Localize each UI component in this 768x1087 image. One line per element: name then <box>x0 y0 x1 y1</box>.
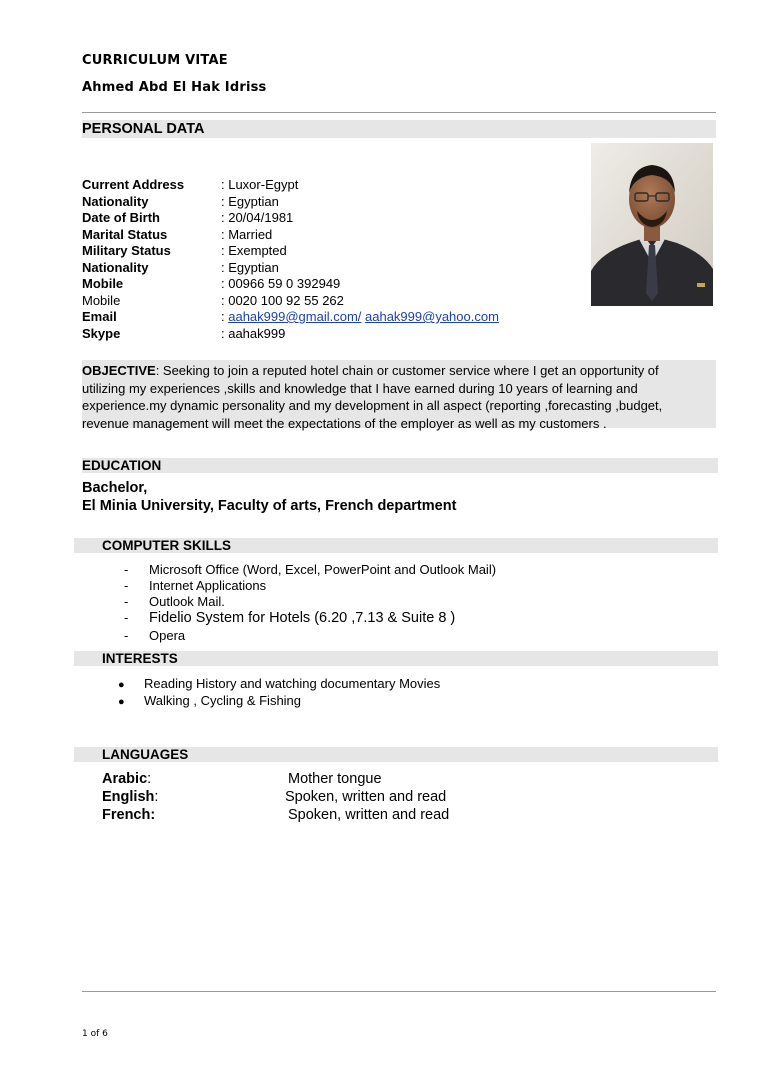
profile-photo <box>591 143 713 306</box>
personal-label: Mobile <box>82 276 124 291</box>
personal-label: Nationality <box>82 259 149 275</box>
personal-row <box>82 326 562 343</box>
language-row <box>102 806 522 824</box>
list-item: - Outlook Mail. <box>124 594 225 609</box>
dash-marker: - <box>124 562 129 577</box>
email-link-yahoo[interactable]: aahak999@yahoo.com <box>365 309 499 324</box>
personal-value: : aahak999 <box>221 325 286 341</box>
language-name: Arabic: <box>102 771 152 787</box>
personal-label: Nationality <box>82 193 149 209</box>
personal-row <box>82 227 562 244</box>
personal-row <box>82 194 562 211</box>
page-number: 1 of 6 <box>82 1029 108 1039</box>
education-heading: EDUCATION <box>82 458 162 473</box>
personal-row <box>82 243 562 260</box>
language-level: Spoken, written and read <box>285 789 447 805</box>
education-band <box>82 458 718 473</box>
bullet-marker: ● <box>118 696 125 708</box>
objective-line: revenue management will meet the expectations of the employer as well as my customers . <box>82 415 607 431</box>
objective-line: experience.my dynamic personality and my development in all aspect (reporting ,forecasting ,budget, <box>82 398 663 413</box>
language-level: Spoken, written and read <box>288 807 450 823</box>
dash-marker: - <box>124 594 129 609</box>
personal-label: Marital Status <box>82 226 168 242</box>
personal-label: Date of Birth <box>82 210 160 225</box>
candidate-name: Ahmed Abd El Hak Idriss <box>82 80 267 95</box>
personal-row <box>82 260 562 277</box>
email-link-gmail[interactable]: aahak999@gmail.com/ <box>228 309 362 324</box>
personal-row <box>82 276 562 293</box>
computer-skills-heading: COMPUTER SKILLS <box>102 538 232 553</box>
personal-label: Email <box>82 309 117 324</box>
list-item: ● Reading History and watching documentary Movies <box>118 676 441 691</box>
personal-value: : 0020 100 92 55 262 <box>221 292 344 308</box>
personal-value: : Luxor-Egypt <box>221 177 299 192</box>
personal-row <box>82 293 562 310</box>
document-title: CURRICULUM VITAE <box>82 53 228 68</box>
personal-label: Current Address <box>82 177 185 192</box>
dash-marker: - <box>124 628 129 643</box>
list-item: ● Walking , Cycling & Fishing <box>118 693 302 708</box>
language-level: Mother tongue <box>288 771 382 787</box>
objective-line: OBJECTIVE: Seeking to join a reputed hotel chain or customer service where I get an opportunity of <box>82 363 659 378</box>
list-item: - Fidelio System for Hotels (6.20 ,7.13 & Suite 8 ) <box>124 610 456 626</box>
header-rule <box>82 112 716 113</box>
languages-heading: LANGUAGES <box>102 747 189 762</box>
personal-data-heading: PERSONAL DATA <box>82 121 205 137</box>
language-row <box>102 770 522 788</box>
personal-value <box>221 309 499 326</box>
personal-row <box>82 177 562 194</box>
personal-label: Mobile <box>82 292 121 308</box>
email-prefix: : <box>221 309 229 324</box>
education-degree: Bachelor, <box>82 480 148 496</box>
education-institution: El Minia University, Faculty of arts, French department <box>82 498 457 514</box>
language-name: French: <box>102 807 156 823</box>
personal-value: : Egyptian <box>221 259 279 275</box>
footer-rule <box>82 991 716 992</box>
personal-label: Military Status <box>82 243 171 258</box>
personal-value: : Exempted <box>221 243 287 258</box>
language-row <box>102 788 522 806</box>
dash-marker: - <box>124 610 129 625</box>
personal-value: : Egyptian <box>221 193 279 209</box>
list-item: - Internet Applications <box>124 578 267 593</box>
objective-line: utilizing my experiences ,skills and knowledge that I have earned during 10 years of learning and <box>82 380 638 396</box>
language-name: English: <box>102 789 159 805</box>
objective-block <box>82 360 716 431</box>
dash-marker: - <box>124 578 129 593</box>
objective-label: OBJECTIVE <box>82 363 156 378</box>
personal-label: Skype <box>82 325 121 341</box>
bullet-marker: ● <box>118 679 125 691</box>
personal-value: : 00966 59 0 392949 <box>221 276 341 291</box>
list-item: - Microsoft Office (Word, Excel, PowerPoint and Outlook Mail) <box>124 562 497 577</box>
list-item: - Opera <box>124 628 186 643</box>
interests-heading: INTERESTS <box>102 651 178 666</box>
personal-row <box>82 309 562 326</box>
personal-row <box>82 210 562 227</box>
personal-value: : Married <box>221 226 273 242</box>
personal-value: : 20/04/1981 <box>221 210 294 225</box>
